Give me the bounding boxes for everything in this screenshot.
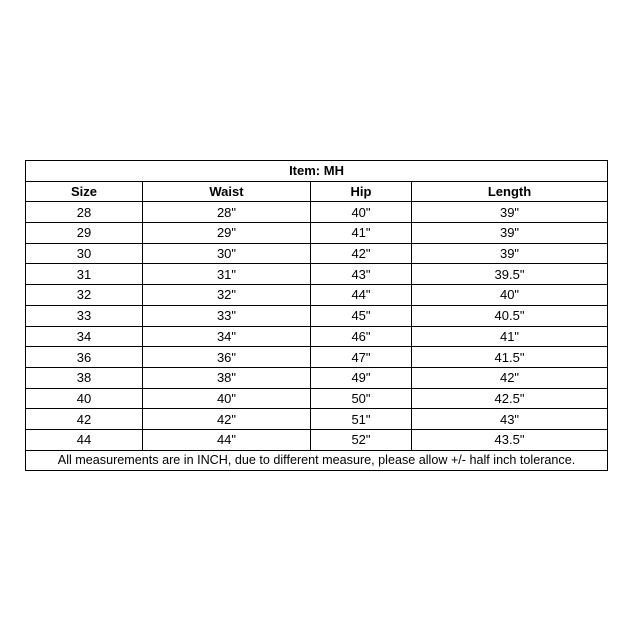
cell-length: 39"	[412, 202, 608, 223]
cell-hip: 45"	[311, 305, 412, 326]
cell-hip: 49"	[311, 367, 412, 388]
cell-waist: 29"	[143, 223, 311, 244]
cell-hip: 52"	[311, 429, 412, 450]
cell-hip: 40"	[311, 202, 412, 223]
table-row	[26, 409, 608, 430]
cell-size: 40	[26, 388, 143, 409]
table-row	[26, 243, 608, 264]
cell-size: 31	[26, 264, 143, 285]
cell-hip: 42"	[311, 243, 412, 264]
table-body	[26, 202, 608, 450]
cell-length: 42.5"	[412, 388, 608, 409]
table-title: Item: MH	[26, 161, 608, 182]
table-row	[26, 367, 608, 388]
cell-waist: 44"	[143, 429, 311, 450]
cell-size: 28	[26, 202, 143, 223]
cell-waist: 31"	[143, 264, 311, 285]
cell-waist: 36"	[143, 347, 311, 368]
cell-size: 29	[26, 223, 143, 244]
cell-size: 44	[26, 429, 143, 450]
header-size: Size	[26, 181, 143, 202]
table-row	[26, 223, 608, 244]
cell-length: 40"	[412, 285, 608, 306]
table-row	[26, 388, 608, 409]
cell-waist: 30"	[143, 243, 311, 264]
cell-hip: 47"	[311, 347, 412, 368]
table-row	[26, 285, 608, 306]
cell-waist: 34"	[143, 326, 311, 347]
cell-hip: 51"	[311, 409, 412, 430]
cell-size: 38	[26, 367, 143, 388]
table-row	[26, 347, 608, 368]
cell-hip: 43"	[311, 264, 412, 285]
cell-size: 42	[26, 409, 143, 430]
cell-waist: 38"	[143, 367, 311, 388]
cell-length: 39.5"	[412, 264, 608, 285]
cell-hip: 50"	[311, 388, 412, 409]
title-row	[26, 161, 608, 182]
cell-size: 33	[26, 305, 143, 326]
cell-size: 36	[26, 347, 143, 368]
header-waist: Waist	[143, 181, 311, 202]
cell-length: 39"	[412, 223, 608, 244]
table-row	[26, 429, 608, 450]
cell-size: 30	[26, 243, 143, 264]
header-row	[26, 181, 608, 202]
cell-hip: 46"	[311, 326, 412, 347]
note-row	[26, 450, 608, 471]
tolerance-note: All measurements are in INCH, due to different measure, please allow +/- half inch tolerance.	[26, 450, 608, 471]
table-row	[26, 202, 608, 223]
cell-length: 39"	[412, 243, 608, 264]
cell-length: 41"	[412, 326, 608, 347]
table-row	[26, 264, 608, 285]
cell-waist: 42"	[143, 409, 311, 430]
cell-waist: 32"	[143, 285, 311, 306]
header-hip: Hip	[311, 181, 412, 202]
table-row	[26, 326, 608, 347]
cell-length: 43"	[412, 409, 608, 430]
cell-waist: 40"	[143, 388, 311, 409]
cell-length: 42"	[412, 367, 608, 388]
cell-waist: 28"	[143, 202, 311, 223]
size-chart-table	[25, 160, 608, 471]
table-row	[26, 305, 608, 326]
cell-size: 32	[26, 285, 143, 306]
cell-length: 40.5"	[412, 305, 608, 326]
cell-hip: 41"	[311, 223, 412, 244]
header-length: Length	[412, 181, 608, 202]
cell-waist: 33"	[143, 305, 311, 326]
cell-hip: 44"	[311, 285, 412, 306]
cell-length: 43.5"	[412, 429, 608, 450]
cell-length: 41.5"	[412, 347, 608, 368]
cell-size: 34	[26, 326, 143, 347]
